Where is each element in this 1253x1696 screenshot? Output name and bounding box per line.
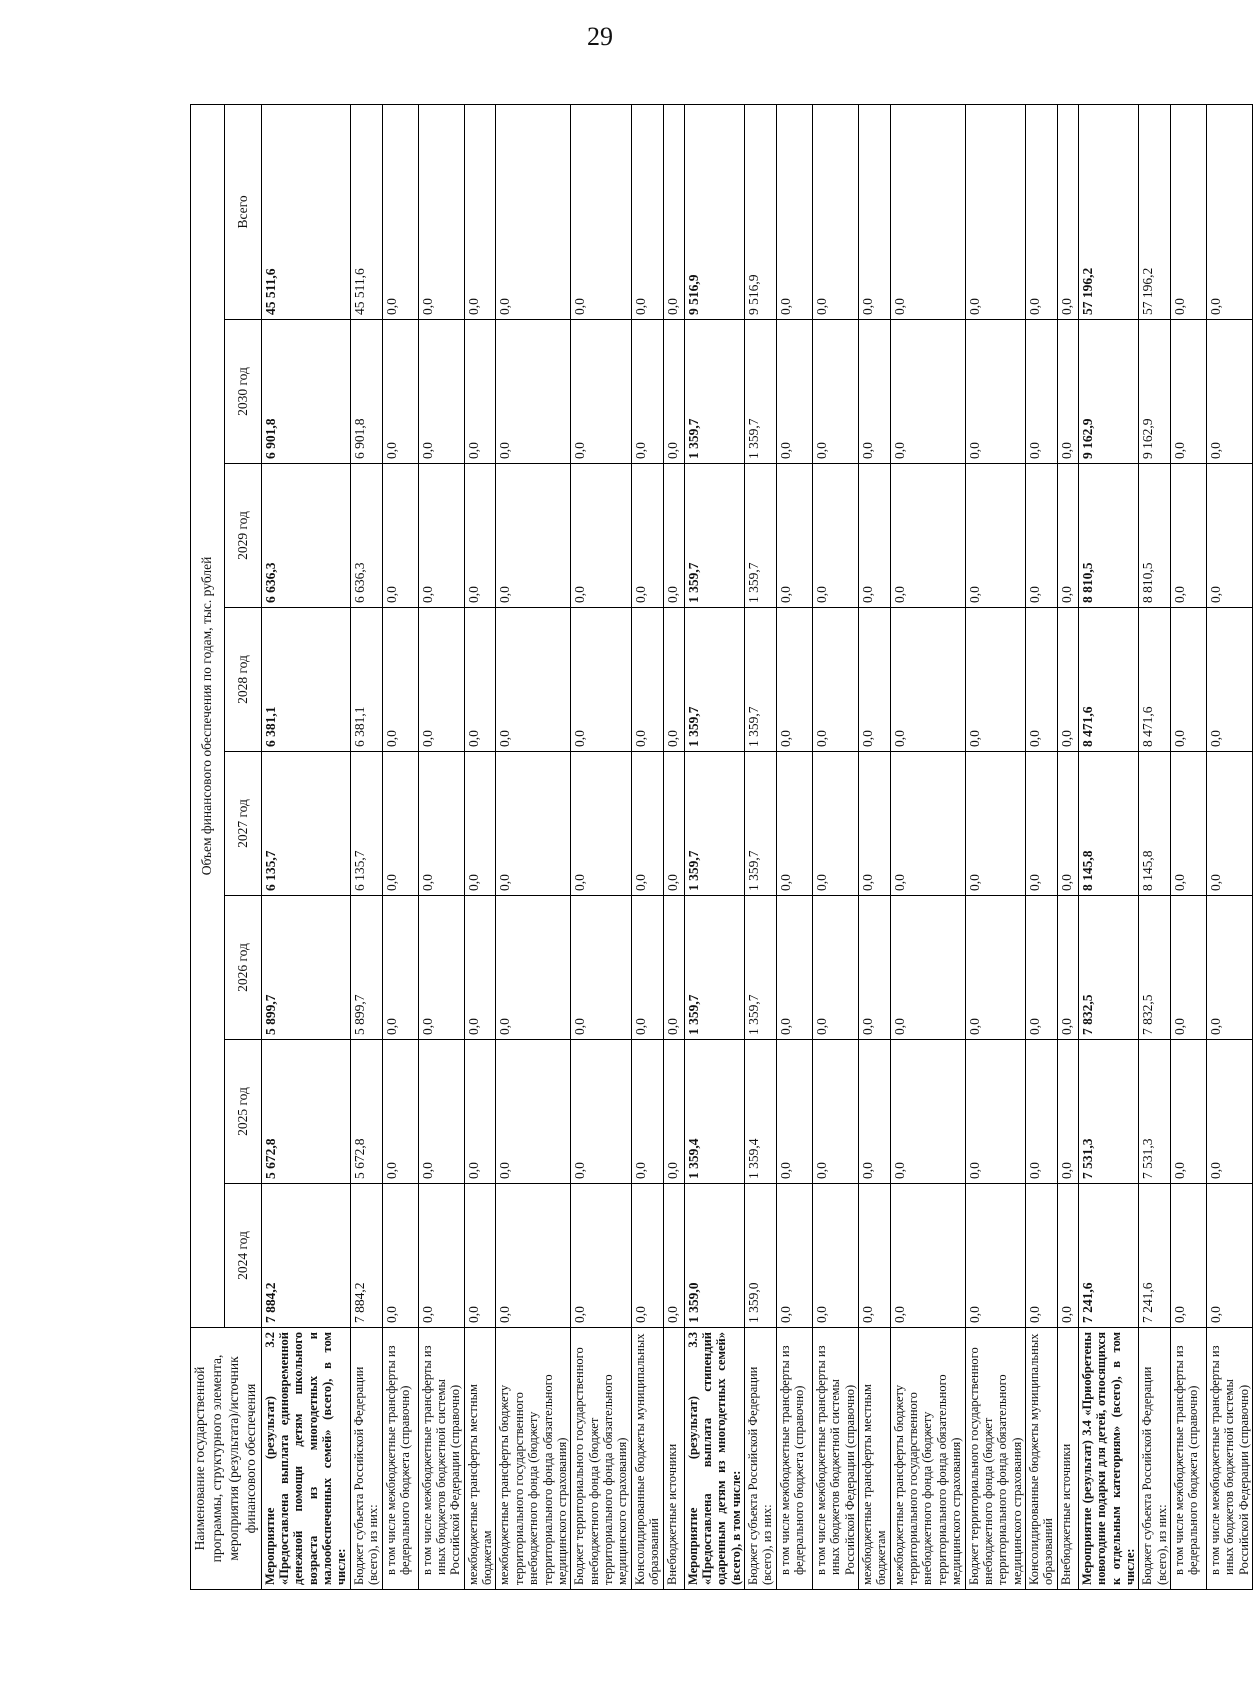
- value-cell: 8 471,6: [1078, 608, 1139, 752]
- value-cell: 1 359,7: [684, 320, 745, 464]
- value-cell: 0,0: [418, 464, 464, 608]
- table-row: [812, 104, 858, 1589]
- row-label: межбюджетные трансферты бюджету территориального государственного внебюджетного фонда (бюджету территориального фонда обязательного медицинского страхования): [496, 1328, 571, 1590]
- value-cell: 6 135,7: [261, 752, 350, 896]
- value-cell: 0,0: [1057, 464, 1078, 608]
- value-cell: 7 531,3: [1139, 1040, 1171, 1184]
- value-cell: 0,0: [663, 464, 684, 608]
- table-row: [496, 104, 571, 1589]
- value-cell: 0,0: [1207, 464, 1253, 608]
- value-cell: 0,0: [571, 1040, 632, 1184]
- value-cell: 9 516,9: [684, 104, 745, 319]
- year-header: 2026 год: [224, 896, 261, 1040]
- value-cell: 6 135,7: [350, 752, 382, 896]
- year-header: 2027 год: [224, 752, 261, 896]
- value-cell: 0,0: [1171, 320, 1207, 464]
- value-cell: 0,0: [812, 320, 858, 464]
- value-cell: 0,0: [890, 464, 965, 608]
- value-cell: 0,0: [1057, 320, 1078, 464]
- table-row: [261, 104, 350, 1589]
- row-label: в том числе межбюджетные трансферты из федерального бюджета (справочно): [776, 1328, 812, 1590]
- row-label: Бюджет субъекта Российской Федерации (всего), из них:: [1139, 1328, 1171, 1590]
- value-cell: 1 359,7: [745, 608, 777, 752]
- value-cell: 1 359,7: [684, 608, 745, 752]
- value-cell: 0,0: [776, 1040, 812, 1184]
- table-row: [571, 104, 632, 1589]
- value-cell: 6 381,1: [350, 608, 382, 752]
- value-cell: 1 359,7: [684, 896, 745, 1040]
- value-cell: 5 672,8: [350, 1040, 382, 1184]
- value-cell: 1 359,4: [684, 1040, 745, 1184]
- row-label: Бюджет территориального государственного внебюджетного фонда (бюджет территориального фонда обязательного медицинского страхования): [571, 1328, 632, 1590]
- value-cell: 0,0: [1171, 752, 1207, 896]
- value-cell: 0,0: [663, 752, 684, 896]
- value-cell: 0,0: [571, 464, 632, 608]
- value-cell: 0,0: [571, 752, 632, 896]
- row-label: в том числе межбюджетные трансферты из федерального бюджета (справочно): [382, 1328, 418, 1590]
- value-cell: 0,0: [965, 896, 1026, 1040]
- row-label: межбюджетные трансферты бюджету территориального государственного внебюджетного фонда (бюджету территориального фонда обязательного медицинского страхования): [890, 1328, 965, 1590]
- value-cell: 0,0: [496, 1040, 571, 1184]
- value-cell: 1 359,7: [684, 464, 745, 608]
- value-cell: 0,0: [631, 1040, 663, 1184]
- row-label: Мероприятие (результат) 3.2 «Предоставлена выплата единовременной денежной помощи детям школьного возраста из многодетных и малообеспеченных семей» (всего), в том числе:: [261, 1328, 350, 1590]
- value-cell: 0,0: [1057, 104, 1078, 319]
- value-cell: 0,0: [858, 896, 890, 1040]
- row-label: Бюджет территориального государственного внебюджетного фонда (бюджет территориального фонда обязательного медицинского страхования): [965, 1328, 1026, 1590]
- value-cell: 8 145,8: [1139, 752, 1171, 896]
- value-cell: 0,0: [1026, 1040, 1058, 1184]
- value-cell: 0,0: [418, 1040, 464, 1184]
- value-cell: 0,0: [418, 104, 464, 319]
- value-cell: 0,0: [890, 608, 965, 752]
- value-cell: 0,0: [812, 104, 858, 319]
- value-cell: 0,0: [890, 1184, 965, 1328]
- row-label: Мероприятие (результат) 3.4 «Приобретены новогодние подарки для детей, относящихся к отдельным категориям» (всего), в том числе:: [1078, 1328, 1139, 1590]
- value-cell: 0,0: [858, 1040, 890, 1184]
- value-cell: 0,0: [1207, 1040, 1253, 1184]
- row-label: Мероприятие (результат) 3.3 «Предоставлена выплата стипендий одаренным детям из многодетных семей» (всего), в том числе:: [684, 1328, 745, 1590]
- value-cell: 0,0: [418, 896, 464, 1040]
- table-row: [382, 104, 418, 1589]
- value-cell: 0,0: [1026, 104, 1058, 319]
- value-cell: 0,0: [965, 1184, 1026, 1328]
- value-cell: 0,0: [965, 104, 1026, 319]
- row-label: Бюджет субъекта Российской Федерации (всего), из них:: [350, 1328, 382, 1590]
- value-cell: 7 531,3: [1078, 1040, 1139, 1184]
- value-cell: 0,0: [1207, 752, 1253, 896]
- page-number: 29: [587, 22, 613, 51]
- value-cell: 0,0: [890, 896, 965, 1040]
- table-row: [350, 104, 382, 1589]
- value-cell: 0,0: [890, 752, 965, 896]
- value-cell: 0,0: [1057, 752, 1078, 896]
- table-row: [1139, 104, 1171, 1589]
- value-cell: 1 359,7: [745, 896, 777, 1040]
- value-cell: 8 810,5: [1078, 464, 1139, 608]
- value-cell: 1 359,0: [684, 1184, 745, 1328]
- year-header: 2029 год: [224, 464, 261, 608]
- value-cell: 0,0: [1026, 1184, 1058, 1328]
- value-cell: 6 901,8: [261, 320, 350, 464]
- value-cell: 0,0: [776, 104, 812, 319]
- value-cell: 0,0: [776, 320, 812, 464]
- value-cell: 7 241,6: [1139, 1184, 1171, 1328]
- value-cell: 0,0: [496, 752, 571, 896]
- value-cell: 45 511,6: [350, 104, 382, 319]
- value-cell: 0,0: [1207, 320, 1253, 464]
- value-cell: 8 471,6: [1139, 608, 1171, 752]
- value-cell: 0,0: [890, 320, 965, 464]
- table-row: [464, 104, 496, 1589]
- value-cell: 0,0: [1207, 896, 1253, 1040]
- row-label: Консолидированные бюджеты муниципальных образований: [1026, 1328, 1058, 1590]
- value-cell: 0,0: [858, 104, 890, 319]
- value-cell: 0,0: [1207, 104, 1253, 319]
- value-cell: 0,0: [1171, 464, 1207, 608]
- value-cell: 0,0: [382, 1184, 418, 1328]
- value-cell: 0,0: [1026, 896, 1058, 1040]
- year-header: Всего: [224, 104, 261, 319]
- financing-table: [190, 104, 1253, 1590]
- value-cell: 0,0: [858, 752, 890, 896]
- value-cell: 6 636,3: [261, 464, 350, 608]
- value-cell: 57 196,2: [1078, 104, 1139, 319]
- value-cell: 6 636,3: [350, 464, 382, 608]
- value-cell: 0,0: [571, 608, 632, 752]
- value-cell: 0,0: [1171, 896, 1207, 1040]
- value-cell: 0,0: [1057, 896, 1078, 1040]
- row-label: межбюджетные трансферты местным бюджетам: [858, 1328, 890, 1590]
- row-label: в том числе межбюджетные трансферты из иных бюджетов бюджетной системы Российской Федерации (справочно): [418, 1328, 464, 1590]
- value-cell: 0,0: [382, 464, 418, 608]
- value-cell: 5 899,7: [350, 896, 382, 1040]
- value-cell: 0,0: [965, 608, 1026, 752]
- value-cell: 0,0: [1057, 1040, 1078, 1184]
- row-label: Бюджет субъекта Российской Федерации (всего), из них:: [745, 1328, 777, 1590]
- value-cell: 0,0: [812, 896, 858, 1040]
- value-cell: 0,0: [382, 608, 418, 752]
- table-row: [1057, 104, 1078, 1589]
- table-row: [1078, 104, 1139, 1589]
- value-cell: 0,0: [631, 104, 663, 319]
- value-cell: 0,0: [812, 1184, 858, 1328]
- value-cell: 0,0: [858, 464, 890, 608]
- value-cell: 6 381,1: [261, 608, 350, 752]
- value-cell: 0,0: [858, 320, 890, 464]
- value-cell: 45 511,6: [261, 104, 350, 319]
- value-cell: 0,0: [496, 464, 571, 608]
- value-cell: 0,0: [631, 608, 663, 752]
- value-cell: 0,0: [1171, 104, 1207, 319]
- year-header: 2024 год: [224, 1184, 261, 1328]
- value-cell: 0,0: [631, 1184, 663, 1328]
- financing-volume-header: Объем финансового обеспечения по годам, тыс. рублей: [191, 104, 225, 1327]
- name-column-header: Наименование государственной программы, структурного элемента, мероприятия (результата)/источник финансового обеспечения: [191, 1328, 262, 1590]
- value-cell: 1 359,0: [745, 1184, 777, 1328]
- row-label: Внебюджетные источники: [663, 1328, 684, 1590]
- value-cell: 0,0: [1171, 1040, 1207, 1184]
- value-cell: 5 672,8: [261, 1040, 350, 1184]
- value-cell: 0,0: [858, 1184, 890, 1328]
- value-cell: 1 359,7: [745, 752, 777, 896]
- value-cell: 0,0: [1026, 320, 1058, 464]
- value-cell: 0,0: [496, 896, 571, 1040]
- value-cell: 0,0: [1026, 752, 1058, 896]
- value-cell: 7 832,5: [1078, 896, 1139, 1040]
- value-cell: 0,0: [663, 1040, 684, 1184]
- value-cell: 57 196,2: [1139, 104, 1171, 319]
- table-row: [890, 104, 965, 1589]
- year-header: 2025 год: [224, 1040, 261, 1184]
- row-label: в том числе межбюджетные трансферты из иных бюджетов бюджетной системы Российской Федерации (справочно): [812, 1328, 858, 1590]
- rotated-table-container: [190, 105, 1251, 1590]
- value-cell: 0,0: [464, 464, 496, 608]
- value-cell: 0,0: [464, 608, 496, 752]
- value-cell: 7 832,5: [1139, 896, 1171, 1040]
- table-row: [663, 104, 684, 1589]
- value-cell: 0,0: [382, 752, 418, 896]
- value-cell: 0,0: [1026, 608, 1058, 752]
- value-cell: 0,0: [496, 320, 571, 464]
- row-label: межбюджетные трансферты местным бюджетам: [464, 1328, 496, 1590]
- table-row: [684, 104, 745, 1589]
- table-row: [776, 104, 812, 1589]
- value-cell: 1 359,7: [684, 752, 745, 896]
- value-cell: 1 359,7: [745, 320, 777, 464]
- value-cell: 0,0: [965, 320, 1026, 464]
- value-cell: 0,0: [812, 752, 858, 896]
- value-cell: 6 901,8: [350, 320, 382, 464]
- value-cell: 0,0: [571, 896, 632, 1040]
- value-cell: 0,0: [631, 464, 663, 608]
- value-cell: 0,0: [631, 752, 663, 896]
- value-cell: 8 145,8: [1078, 752, 1139, 896]
- value-cell: 0,0: [776, 752, 812, 896]
- value-cell: 0,0: [382, 1040, 418, 1184]
- value-cell: 9 516,9: [745, 104, 777, 319]
- table-row: [858, 104, 890, 1589]
- row-label: в том числе межбюджетные трансферты из иных бюджетов бюджетной системы Российской Федерации (справочно): [1207, 1328, 1253, 1590]
- value-cell: 7 884,2: [261, 1184, 350, 1328]
- value-cell: 0,0: [776, 608, 812, 752]
- value-cell: 0,0: [382, 896, 418, 1040]
- value-cell: 0,0: [418, 320, 464, 464]
- table-row: [745, 104, 777, 1589]
- value-cell: 0,0: [496, 608, 571, 752]
- table-row: [631, 104, 663, 1589]
- value-cell: 0,0: [571, 1184, 632, 1328]
- value-cell: 0,0: [571, 104, 632, 319]
- table-row: [965, 104, 1026, 1589]
- row-label: Внебюджетные источники: [1057, 1328, 1078, 1590]
- row-label: в том числе межбюджетные трансферты из федерального бюджета (справочно): [1171, 1328, 1207, 1590]
- year-header: 2030 год: [224, 320, 261, 464]
- value-cell: 0,0: [1026, 464, 1058, 608]
- value-cell: 0,0: [663, 320, 684, 464]
- value-cell: 9 162,9: [1078, 320, 1139, 464]
- value-cell: 0,0: [858, 608, 890, 752]
- value-cell: 0,0: [1171, 1184, 1207, 1328]
- value-cell: 1 359,7: [745, 464, 777, 608]
- value-cell: 0,0: [571, 320, 632, 464]
- value-cell: 0,0: [382, 104, 418, 319]
- value-cell: 0,0: [663, 608, 684, 752]
- value-cell: 0,0: [812, 608, 858, 752]
- value-cell: 1 359,4: [745, 1040, 777, 1184]
- value-cell: 0,0: [464, 1040, 496, 1184]
- value-cell: 5 899,7: [261, 896, 350, 1040]
- value-cell: 0,0: [812, 1040, 858, 1184]
- value-cell: 0,0: [464, 896, 496, 1040]
- value-cell: 0,0: [776, 1184, 812, 1328]
- value-cell: 0,0: [776, 896, 812, 1040]
- value-cell: 0,0: [382, 320, 418, 464]
- value-cell: 0,0: [663, 1184, 684, 1328]
- table-row: [1207, 104, 1253, 1589]
- table-row: [1171, 104, 1207, 1589]
- value-cell: 0,0: [663, 896, 684, 1040]
- value-cell: 0,0: [464, 104, 496, 319]
- value-cell: 0,0: [464, 1184, 496, 1328]
- value-cell: 0,0: [418, 608, 464, 752]
- value-cell: 0,0: [496, 104, 571, 319]
- table-row: [418, 104, 464, 1589]
- value-cell: 0,0: [1207, 1184, 1253, 1328]
- year-header: 2028 год: [224, 608, 261, 752]
- table-body: [261, 104, 1253, 1589]
- value-cell: 0,0: [464, 320, 496, 464]
- value-cell: 7 884,2: [350, 1184, 382, 1328]
- table-row: [1026, 104, 1058, 1589]
- value-cell: 0,0: [890, 1040, 965, 1184]
- value-cell: 8 810,5: [1139, 464, 1171, 608]
- value-cell: 0,0: [965, 752, 1026, 896]
- value-cell: 0,0: [890, 104, 965, 319]
- value-cell: 0,0: [631, 896, 663, 1040]
- value-cell: 0,0: [418, 1184, 464, 1328]
- value-cell: 7 241,6: [1078, 1184, 1139, 1328]
- row-label: Консолидированные бюджеты муниципальных образований: [631, 1328, 663, 1590]
- value-cell: 0,0: [631, 320, 663, 464]
- value-cell: 0,0: [965, 464, 1026, 608]
- value-cell: 9 162,9: [1139, 320, 1171, 464]
- value-cell: 0,0: [776, 464, 812, 608]
- value-cell: 0,0: [418, 752, 464, 896]
- value-cell: 0,0: [1057, 608, 1078, 752]
- value-cell: 0,0: [812, 464, 858, 608]
- value-cell: 0,0: [1171, 608, 1207, 752]
- value-cell: 0,0: [464, 752, 496, 896]
- value-cell: 0,0: [1207, 608, 1253, 752]
- value-cell: 0,0: [663, 104, 684, 319]
- value-cell: 0,0: [965, 1040, 1026, 1184]
- value-cell: 0,0: [496, 1184, 571, 1328]
- value-cell: 0,0: [1057, 1184, 1078, 1328]
